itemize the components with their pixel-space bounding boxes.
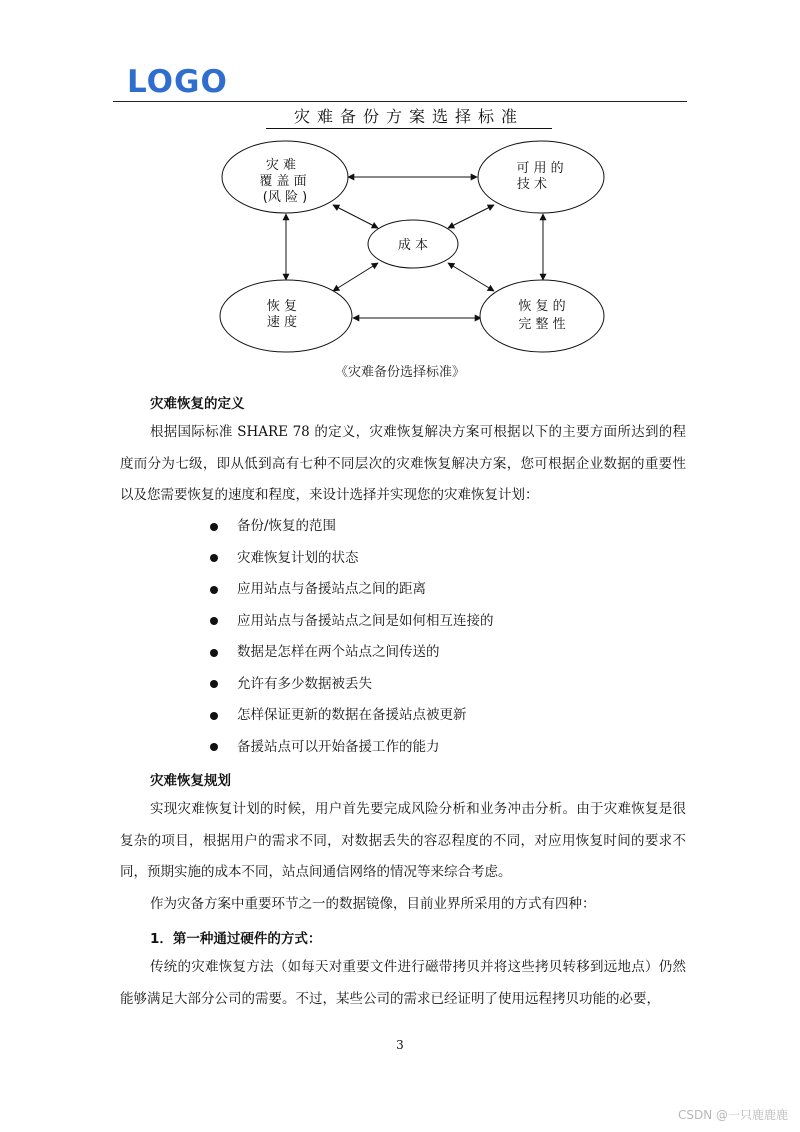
bullet-icon: [210, 680, 218, 688]
traditional-paragraph: 传统的灾难恢复方法（如每天对重要文件进行磁带拷贝并将这些拷贝转移到远地点）仍然能够满足大部分公司的需要。不过，某些公司的需求已经证明了使用远程拷贝功能的必要，: [120, 959, 686, 1007]
coverage-label-line1: 灾 难: [265, 158, 297, 173]
list-item: [208, 700, 494, 732]
list-item: [208, 543, 494, 575]
mirroring-paragraph: 作为灾备方案中重要环节之一的数据镜像，目前业界所采用的方式有四种：: [150, 896, 596, 912]
list-item-text: 灾难恢复计划的状态: [237, 549, 359, 566]
watermark: CSDN @一只鹿鹿鹿: [677, 1108, 788, 1122]
coverage-label-line2: 覆 盖 面: [259, 174, 307, 189]
list-item-text: 应用站点与备援站点之间是如何相互连接的: [237, 612, 494, 629]
list-item-text: 允许有多少数据被丢失: [237, 675, 372, 692]
node-integrity: [480, 280, 604, 352]
coverage-label-line3: (风 险 ): [262, 190, 308, 205]
list-item-text: 数据是怎样在两个站点之间传送的: [237, 644, 440, 660]
criteria-diagram: [0, 0, 800, 380]
list-item: [208, 574, 494, 606]
speed-label-line1: 恢 复: [266, 299, 298, 314]
list-item-text: 备份/恢复的范围: [237, 518, 337, 534]
bullet-icon: [210, 649, 218, 657]
bullet-icon: [210, 743, 218, 751]
bullet-icon: [210, 712, 218, 720]
technology-label-line1: 可 用 的: [516, 161, 564, 176]
integrity-label-line2: 完 整 性: [518, 317, 566, 332]
speed-label-line2: 速 度: [266, 315, 298, 330]
list-item: [208, 669, 494, 701]
diagram-caption: 《灾难备份选择标准》: [334, 365, 465, 380]
list-item: [208, 637, 494, 669]
list-item: [208, 606, 494, 638]
arrow-speed-cost: [333, 263, 378, 291]
planning-paragraph: 实现灾难恢复计划的时候，用户首先要完成风险分析和业务冲击分析。由于灾难恢复是很复杂的项目，根据用户的需求不同，对数据丢失的容忍程度的不同，对应用恢复时间的要求不同，预期实施的成本不同，站点间通信网络的情况等来综合考虑。: [120, 801, 686, 880]
bullet-icon: [210, 523, 218, 531]
criteria-list: [208, 511, 494, 763]
logo: LOGO: [127, 64, 228, 100]
diagram-title: 灾难备份方案选择标准: [266, 104, 552, 129]
list-item-text: 怎样保证更新的数据在备援站点被更新: [237, 707, 467, 723]
integrity-label-line1: 恢 复 的: [518, 299, 566, 314]
list-item: [208, 732, 494, 764]
page-number: 3: [396, 1038, 404, 1052]
arrow-technology-cost: [448, 205, 494, 228]
arrow-coverage-cost: [333, 205, 378, 228]
cost-label: 成 本: [397, 238, 429, 253]
arrow-integrity-cost: [448, 263, 494, 291]
list-item-text: 备援站点可以开始备援工作的能力: [237, 738, 440, 755]
bullet-icon: [210, 554, 218, 562]
bullet-icon: [210, 617, 218, 625]
section-heading-planning: 灾难恢复规划: [150, 773, 231, 789]
technology-label-line2: 技 术: [516, 177, 548, 192]
definition-paragraph: 根据国际标准 SHARE 78 的定义，灾难恢复解决方案可根据以下的主要方面所达到的程度而分为七级，即从低到高有七种不同层次的灾难恢复解决方案，您可根据企业数据的重要性以及您需要恢复的速度和程度，来设计选择并实现您的灾难恢复计划：: [120, 424, 686, 503]
list-item: [208, 511, 494, 543]
bullet-icon: [210, 586, 218, 594]
section-heading-definition: 灾难恢复的定义: [150, 396, 245, 412]
list-item-text: 应用站点与备援站点之间的距离: [237, 581, 426, 597]
subheading-hardware: 1．第一种通过硬件的方式：: [150, 931, 322, 947]
